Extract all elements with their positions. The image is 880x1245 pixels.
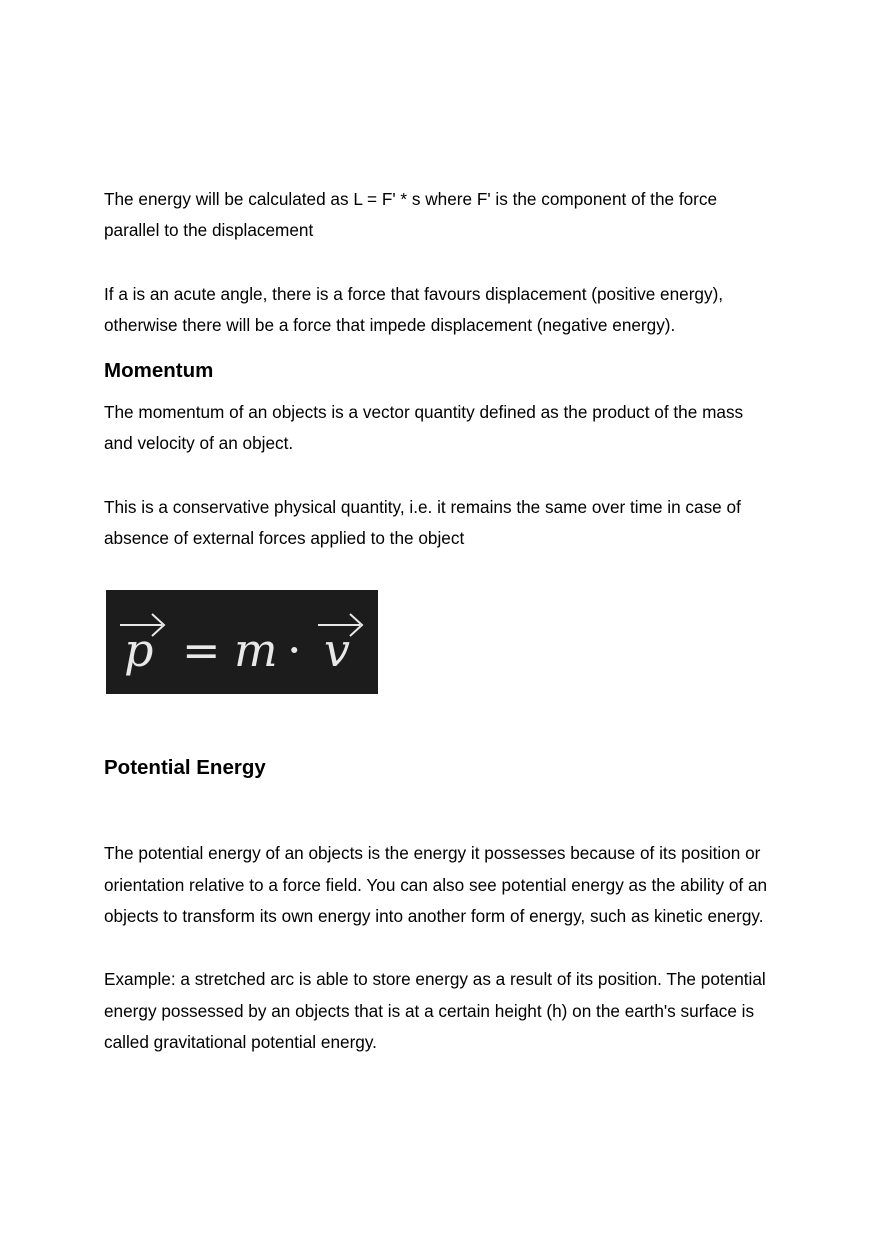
potential-paragraph-2: Example: a stretched arc is able to store energy as a result of its position. The potential energy possessed by an objects that is at a certain height (h) on the earth's surface is called gravitational potential energy. — [104, 969, 766, 1052]
formula-m: m — [234, 623, 278, 678]
work-paragraph-1: The energy will be calculated as L = F' * s where F' is the component of the force parallel to the displacement — [104, 189, 718, 241]
formula-v: v — [324, 623, 350, 678]
momentum-heading: Momentum — [104, 359, 214, 383]
formula-equals: = — [182, 623, 221, 678]
document-page — [104, 184, 794, 1058]
formula-p: p — [124, 623, 154, 678]
momentum-paragraph-2: This is a conservative physical quantity, i.e. it remains the same over time in case of absence of external forces applied to the object — [104, 496, 741, 549]
momentum-paragraph-1: The momentum of an objects is a vector quantity defined as the product of the mass and velocity of an object. — [104, 402, 744, 454]
momentum-formula-image — [106, 590, 378, 694]
potential-paragraph-1: The potential energy of an objects is the energy it possesses because of its position or orientation relative to a force field. You can also see potential energy as the ability of an objects to transform its own energy into another form of energy, such as kinetic energy. — [104, 843, 768, 926]
potential-energy-heading: Potential Energy — [104, 756, 266, 780]
formula-dot: · — [287, 623, 302, 678]
work-paragraph-2: If a is an acute angle, there is a force that favours displacement (positive energy), otherwise there will be a force that impede displacement (negative energy). — [104, 283, 724, 335]
